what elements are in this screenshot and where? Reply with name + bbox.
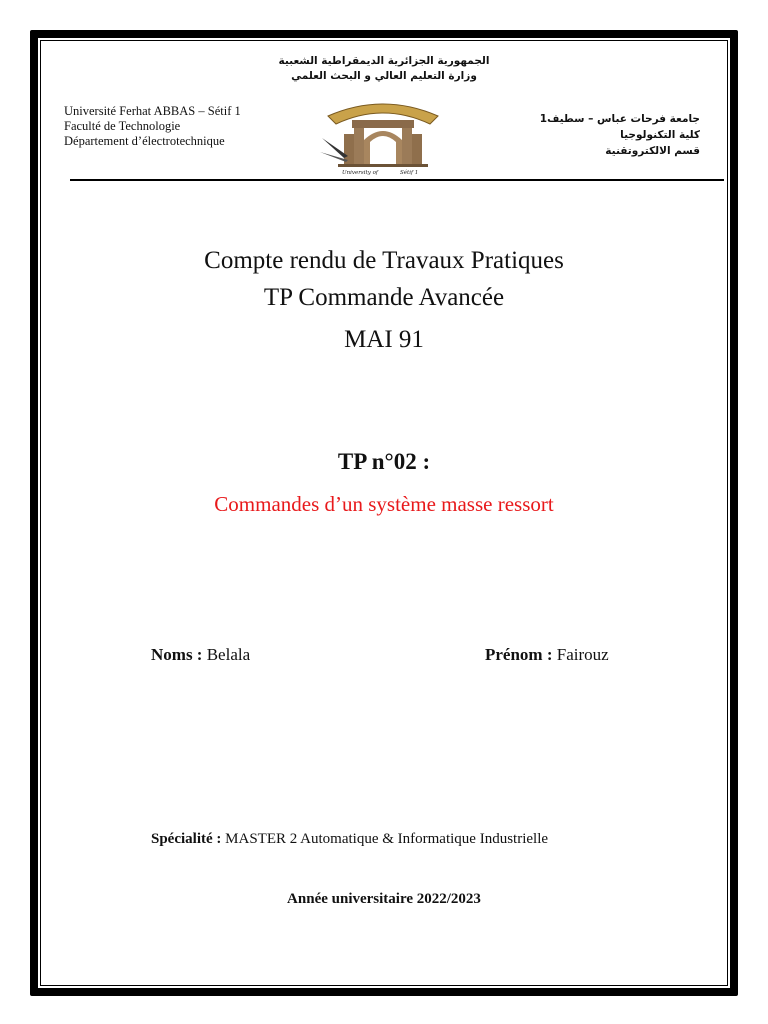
faculty-name: Faculté de Technologie xyxy=(64,119,181,133)
specialite-label: Spécialité : xyxy=(151,831,222,847)
student-noms xyxy=(151,645,250,665)
specialite-value: MASTER 2 Automatique & Informatique Industrielle xyxy=(225,831,549,847)
logo-caption-left: University of xyxy=(342,170,378,176)
logo-caption-right: Sétif 1 xyxy=(400,170,419,176)
tp-subject: Commandes d’un système masse ressort xyxy=(214,492,554,516)
arabic-ministry-line: وزارة التعليم العالي و البحث العلمي xyxy=(291,70,477,82)
department-name-arabic: قسم الالكتروتقنية xyxy=(605,145,700,157)
academic-year: Année universitaire 2022/2023 xyxy=(287,891,481,907)
noms-label: Noms : xyxy=(151,645,203,664)
specialite-line xyxy=(151,831,548,848)
arabic-republic-line: الجمهورية الجزائرية الديمقراطية الشعبية xyxy=(278,55,490,67)
university-logo xyxy=(318,94,448,176)
report-title xyxy=(0,242,768,316)
university-name: Université Ferhat ABBAS – Sétif 1 xyxy=(64,104,241,118)
course-code: MAI 91 xyxy=(344,326,424,353)
department-name: Département d’électrotechnique xyxy=(64,134,225,148)
prenom-value: Fairouz xyxy=(556,645,609,664)
prenom-label: Prénom : xyxy=(485,645,553,664)
report-title-line2: TP Commande Avancée xyxy=(263,284,505,311)
faculty-name-arabic: كلية التكنولوجيا xyxy=(620,129,700,141)
university-info-french xyxy=(64,104,241,149)
noms-value: Belala xyxy=(206,645,251,664)
header-divider xyxy=(70,179,724,181)
university-info-arabic xyxy=(540,111,700,159)
arabic-header xyxy=(0,54,768,84)
student-prenom xyxy=(485,645,609,665)
tp-number: TP n°02 : xyxy=(337,449,431,474)
university-name-arabic: جامعة فرحات عباس – سطيف1 xyxy=(539,113,700,125)
report-title-line1: Compte rendu de Travaux Pratiques xyxy=(204,247,564,274)
